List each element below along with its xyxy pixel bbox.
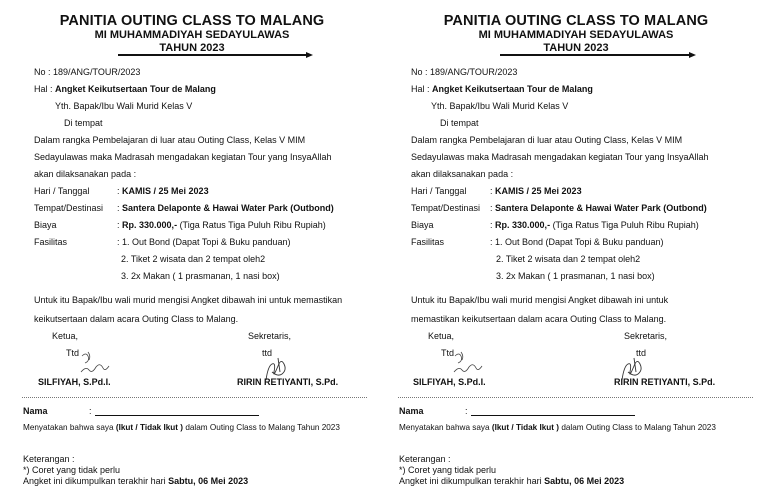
ketua-name: SILFIYAH, S.Pd.I. [38,377,111,387]
header-arrow [118,52,313,58]
letter-title: PANITIA OUTING CLASS TO MALANG [443,13,709,29]
biaya-value: : Rp. 330.000,- (Tiga Ratus Tiga Puluh Ribu Rupiah) [117,220,326,230]
nama-field[interactable] [95,415,259,416]
ketua-name: SILFIYAH, S.Pd.I. [413,377,486,387]
ketua-label: Ketua, [428,331,455,341]
fasilitas-item-2: 2. Tiket 2 wisata dan 2 tempat oleh2 [121,254,266,264]
fasilitas-item-3: 3. 2x Makan ( 1 prasmanan, 1 nasi box) [121,271,280,281]
fasilitas-item-1: : 1. Out Bond (Dapat Topi & Buku panduan) [117,237,291,247]
keterangan-label: Keterangan : [23,454,75,464]
letter-subject: Hal : Angket Keikutsertaan Tour de Malang [34,84,216,94]
hari-value: : KAMIS / 25 Mei 2023 [117,186,209,196]
sekretaris-ttd: ttd [636,348,647,358]
letter-year: TAHUN 2023 [543,42,609,54]
fasilitas-item-1: : 1. Out Bond (Dapat Topi & Buku panduan) [490,237,664,247]
coret-note: *) Coret yang tidak perlu [399,465,497,475]
nama-field[interactable] [471,415,635,416]
sekretaris-ttd: ttd [262,348,273,358]
sekretaris-name: RIRIN RETIYANTI, S.Pd. [614,377,716,387]
letter-subtitle: MI MUHAMMADIYAH SEDAYULAWAS [478,29,674,41]
nama-label: Nama [23,406,48,416]
hari-value: : KAMIS / 25 Mei 2023 [490,186,582,196]
body-line-1: Dalam rangka Pembelajaran di luar atau Outing Class, Kelas V MIM [411,135,683,145]
letter-right [384,0,768,503]
tempat-label: Tempat/Destinasi [411,203,481,213]
deadline-note: Angket ini dikumpulkan terakhir hari Sabtu, 06 Mei 2023 [399,476,625,486]
sekretaris-name: RIRIN RETIYANTI, S.Pd. [237,377,339,387]
nama-colon: : [465,406,468,416]
letter-place: Di tempat [64,118,103,128]
body-line-3: akan dilaksanakan pada : [34,169,137,179]
biaya-value: : Rp. 330.000,- (Tiga Ratus Tiga Puluh Ribu Rupiah) [490,220,699,230]
tempat-value: : Santera Delaponte & Hawai Water Park (Outbond) [490,203,707,213]
header-arrow [500,52,696,58]
fasilitas-item-2: 2. Tiket 2 wisata dan 2 tempat oleh2 [496,254,641,264]
coret-note: *) Coret yang tidak perlu [23,465,121,475]
body-line-2: Sedayulawas maka Madrasah mengadakan kegiatan Tour yang InsyaAllah [411,152,709,162]
sekretaris-label: Sekretaris, [624,331,668,341]
letter-recipient: Yth. Bapak/Ibu Wali Murid Kelas V [431,101,569,111]
body-line-2: Sedayulawas maka Madrasah mengadakan kegiatan Tour yang InsyaAllah [34,152,332,162]
tempat-label: Tempat/Destinasi [34,203,104,213]
letter-subject: Hal : Angket Keikutsertaan Tour de Malang [411,84,593,94]
sekretaris-label: Sekretaris, [248,331,292,341]
letter-year: TAHUN 2023 [159,42,225,54]
letter-number: No : 189/ANG/TOUR/2023 [34,67,141,77]
closing-line-2: memastikan keikutsertaan dalam acara Outing Class to Malang. [411,314,667,324]
letter-recipient: Yth. Bapak/Ibu Wali Murid Kelas V [55,101,193,111]
ketua-ttd: Ttd [66,348,80,358]
closing-line-2: keikutsertaan dalam acara Outing Class to Malang. [34,314,239,324]
statement-line: Menyatakan bahwa saya (Ikut / Tidak Ikut ) dalam Outing Class to Malang Tahun 2023 [23,423,340,432]
statement-line: Menyatakan bahwa saya (Ikut / Tidak Ikut ) dalam Outing Class to Malang Tahun 2023 [399,423,716,432]
cut-line [398,397,753,398]
ketua-ttd: Ttd [441,348,455,358]
biaya-label: Biaya [411,220,434,230]
hari-label: Hari / Tanggal [411,186,467,196]
letter-title: PANITIA OUTING CLASS TO MALANG [59,13,325,29]
hari-label: Hari / Tanggal [34,186,90,196]
fasilitas-item-3: 3. 2x Makan ( 1 prasmanan, 1 nasi box) [496,271,655,281]
biaya-label: Biaya [34,220,57,230]
closing-line-1: Untuk itu Bapak/Ibu wali murid mengisi Angket dibawah ini untuk [411,295,669,305]
nama-colon: : [89,406,92,416]
body-line-1: Dalam rangka Pembelajaran di luar atau Outing Class, Kelas V MIM [34,135,306,145]
fasilitas-label: Fasilitas [34,237,68,247]
cut-line [22,397,367,398]
tempat-value: : Santera Delaponte & Hawai Water Park (Outbond) [117,203,334,213]
letter-number: No : 189/ANG/TOUR/2023 [411,67,518,77]
body-line-3: akan dilaksanakan pada : [411,169,514,179]
letter-subtitle: MI MUHAMMADIYAH SEDAYULAWAS [94,29,290,41]
closing-line-1: Untuk itu Bapak/Ibu wali murid mengisi Angket dibawah ini untuk memastikan [34,295,343,305]
ketua-signature-icon [451,350,485,378]
fasilitas-label: Fasilitas [411,237,445,247]
deadline-note: Angket ini dikumpulkan terakhir hari Sabtu, 06 Mei 2023 [23,476,249,486]
keterangan-label: Keterangan : [399,454,451,464]
nama-label: Nama [399,406,424,416]
ketua-label: Ketua, [52,331,79,341]
ketua-signature-icon [78,350,112,378]
letter-place: Di tempat [440,118,479,128]
